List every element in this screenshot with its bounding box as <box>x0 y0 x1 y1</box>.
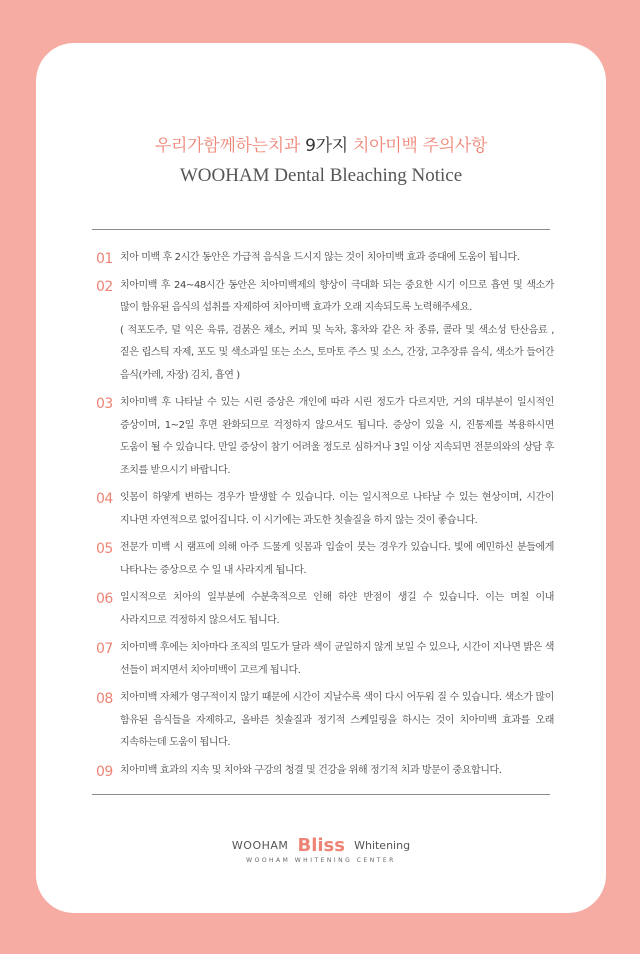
page-subtitle: WOOHAM Dental Bleaching Notice <box>179 165 463 186</box>
title-accent-2: 치아미백 주의사항 <box>353 136 488 156</box>
notice-number: 06 <box>96 591 113 607</box>
brand-name: WOOHAM <box>231 839 289 852</box>
notice-text: 치아미백 자체가 영구적이지 않기 때문에 시간이 지날수록 색이 다시 어두워 질 수 있습니다. 색소가 많이 함유된 음식들을 자제하고, 올바른 칫솔질과 정기적 스케일링을 하시는 것이 치아미백 효과를 오래 지속하는데 도움이 됩니다. <box>120 692 554 748</box>
brand-logo <box>36 835 606 856</box>
brand-tagline: WOOHAM WHITENING CENTER <box>246 857 396 864</box>
notice-text: 전문가 미백 시 램프에 의해 아주 드물게 잇몸과 입술이 붓는 경우가 있습니다. 빛에 예민하신 분들에게 나타나는 증상으로 수 일 내 사라지게 됩니다. <box>120 542 554 576</box>
notice-text: 치아미백 후 24~48시간 동안은 치아미백제의 향상이 극대화 되는 중요한 시기 이므로 흡연 및 색소가 많이 함유된 음식의 섭취를 자제하여 치아미백 효과가 오래 지속되도록 노력해주세요. <box>120 279 554 313</box>
notice-text: 일시적으로 치아의 일부분에 수분축적으로 인해 하얀 반점이 생길 수 있습니다. 이는 며칠 이내 사라지므로 걱정하지 않으셔도 됩니다. <box>120 592 554 626</box>
bottom-divider <box>92 794 550 795</box>
notice-item-7 <box>96 637 554 682</box>
notice-number: 01 <box>96 251 113 267</box>
notice-number: 03 <box>96 396 113 412</box>
notice-text: 치아미백 후에는 치아마다 조직의 밀도가 달라 색이 균일하지 않게 보일 수 있으나, 시간이 지나면 밝은 색 선들이 퍼지면서 치아미백이 고르게 됩니다. <box>120 642 554 676</box>
top-divider <box>92 229 550 230</box>
notice-item-3 <box>96 392 554 482</box>
notice-list <box>96 247 554 787</box>
notice-item-9 <box>96 760 554 783</box>
notice-item-8 <box>96 687 554 755</box>
notice-card <box>36 43 606 913</box>
notice-text: 치아미백 후 나타날 수 있는 시린 증상은 개인에 따라 시린 정도가 다르지만, 거의 대부분이 일시적인 증상이며, 1~2일 후면 완화되므로 걱정하지 않으셔도 됩니다. 증상이 있을 시, 진통제를 복용하시면 도움이 될 수 있습니다. 만일 증상이 참기 어려울 정도로 심하거나 3일 이상 지속되면 전문의와의 상담 후 조치를 받으시기 바랍니다. <box>120 397 554 476</box>
notice-number: 08 <box>96 691 113 707</box>
brand-mark: Bliss <box>297 835 345 856</box>
notice-text: 치아 미백 후 2시간 동안은 가급적 음식을 드시지 않는 것이 치아미백 효과 증대에 도움이 됩니다. <box>120 252 520 263</box>
notice-food-list: ( 적포도주, 덜 익은 육류, 검붉은 채소, 커피 및 녹차, 홍차와 같은 차 종류, 콜라 및 색소성 탄산음료 , 짙은 립스틱 자제, 포도 및 색소과일 또는 소스, 토마토 주스 및 소스, 간장, 고추장류 음식, 색소가 들어간 음식(카레, 자장) 김치, 흡연 ) <box>120 324 554 381</box>
notice-text: 잇몸이 하얗게 변하는 경우가 발생할 수 있습니다. 이는 일시적으로 나타날 수 있는 현상이며, 시간이 지나면 자연적으로 없어집니다. 이 시기에는 과도한 칫솔질을 하지 않는 것이 좋습니다. <box>120 492 554 526</box>
brand-tail: Whitening <box>354 839 411 852</box>
notice-item-4 <box>96 487 554 532</box>
notice-number: 02 <box>96 278 113 295</box>
notice-number: 04 <box>96 491 113 507</box>
page-title <box>36 131 606 156</box>
notice-item-1 <box>96 247 554 270</box>
notice-number: 05 <box>96 541 113 557</box>
title-accent-1: 우리가함께하는치과 <box>154 136 301 156</box>
title-count: 9가지 <box>305 136 348 156</box>
notice-number: 07 <box>96 641 113 657</box>
notice-number: 09 <box>96 763 113 780</box>
notice-item-5 <box>96 537 554 582</box>
notice-item-2 <box>96 275 554 388</box>
notice-item-6 <box>96 587 554 632</box>
notice-text: 치아미백 효과의 지속 및 치아와 구강의 청결 및 건강을 위해 정기적 치과 방문이 중요합니다. <box>120 764 502 776</box>
